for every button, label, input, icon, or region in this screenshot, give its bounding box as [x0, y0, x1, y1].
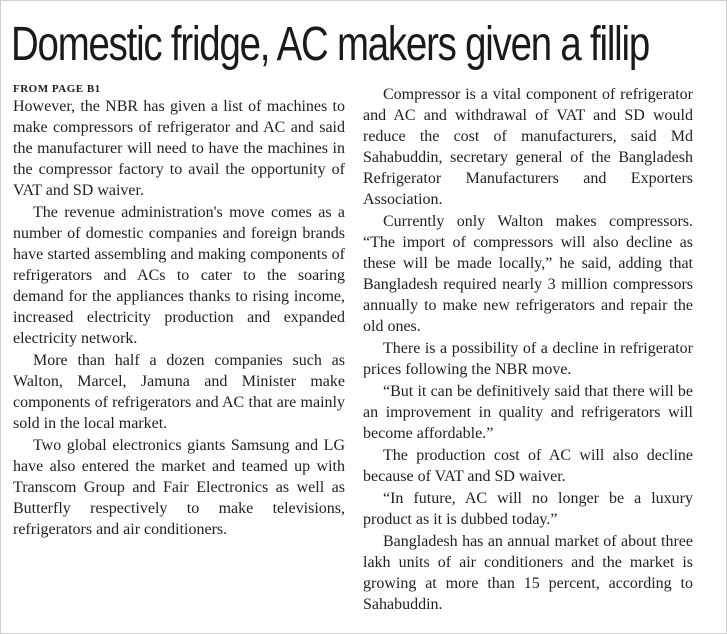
paragraph: There is a possibility of a decline in refrigerator prices following the NBR move. — [363, 340, 693, 378]
paragraph: However, the NBR has given a list of machines to make compressors of refrigerator and AC and said the manufacturer will need to have the machines in the compressor factory to avail the opportunity of VAT and SD waiver. — [13, 98, 345, 199]
paragraph: Two global electronics giants Samsung and LG have also entered the market and teamed up with Transcom Group and Fair Electronics as well as Butterfly respectively to make televisions, refrigerators and air conditioners. — [13, 437, 345, 538]
article-column-left — [13, 83, 345, 541]
paragraph: Compressor is a vital component of refrigerator and AC and withdrawal of VAT and SD would reduce the cost of manufacturers, said Md Sahabuddin, secretary general of the Bangladesh Refrigerator Manufacturers and Exporters Association. — [363, 86, 693, 208]
paragraph: Bangladesh has an annual market of about three lakh units of air conditioners and the market is growing at more than 15 percent, according to Sahabuddin. — [363, 533, 693, 613]
jump-line: FROM PAGE B1 — [13, 83, 101, 95]
headline: Domestic fridge, AC makers given a fillip — [11, 18, 649, 71]
paragraph: The revenue administration's move comes as a number of domestic companies and foreign brands have started assembling and making components of refrigerators and ACs to cater to the soaring demand for the appliances thanks to rising income, increased electricity production and expanded electricity network. — [13, 204, 345, 347]
paragraph: Currently only Walton makes compressors. “The import of compressors will also decline as these will be made locally,” he said, adding that Bangladesh required nearly 3 million compressors annually to make new refrigerators and repair the old ones. — [363, 213, 693, 335]
paragraph: “In future, AC will no longer be a luxury product as it is dubbed today.” — [363, 490, 693, 528]
paragraph: “But it can be definitively said that there will be an improvement in quality and refrigerators will become affordable.” — [363, 383, 693, 442]
article-column-right — [363, 84, 693, 616]
paragraph: The production cost of AC will also decline because of VAT and SD waiver. — [363, 447, 693, 485]
paragraph: More than half a dozen companies such as Walton, Marcel, Jamuna and Minister make components of refrigerators and AC that are mainly sold in the local market. — [13, 352, 345, 432]
